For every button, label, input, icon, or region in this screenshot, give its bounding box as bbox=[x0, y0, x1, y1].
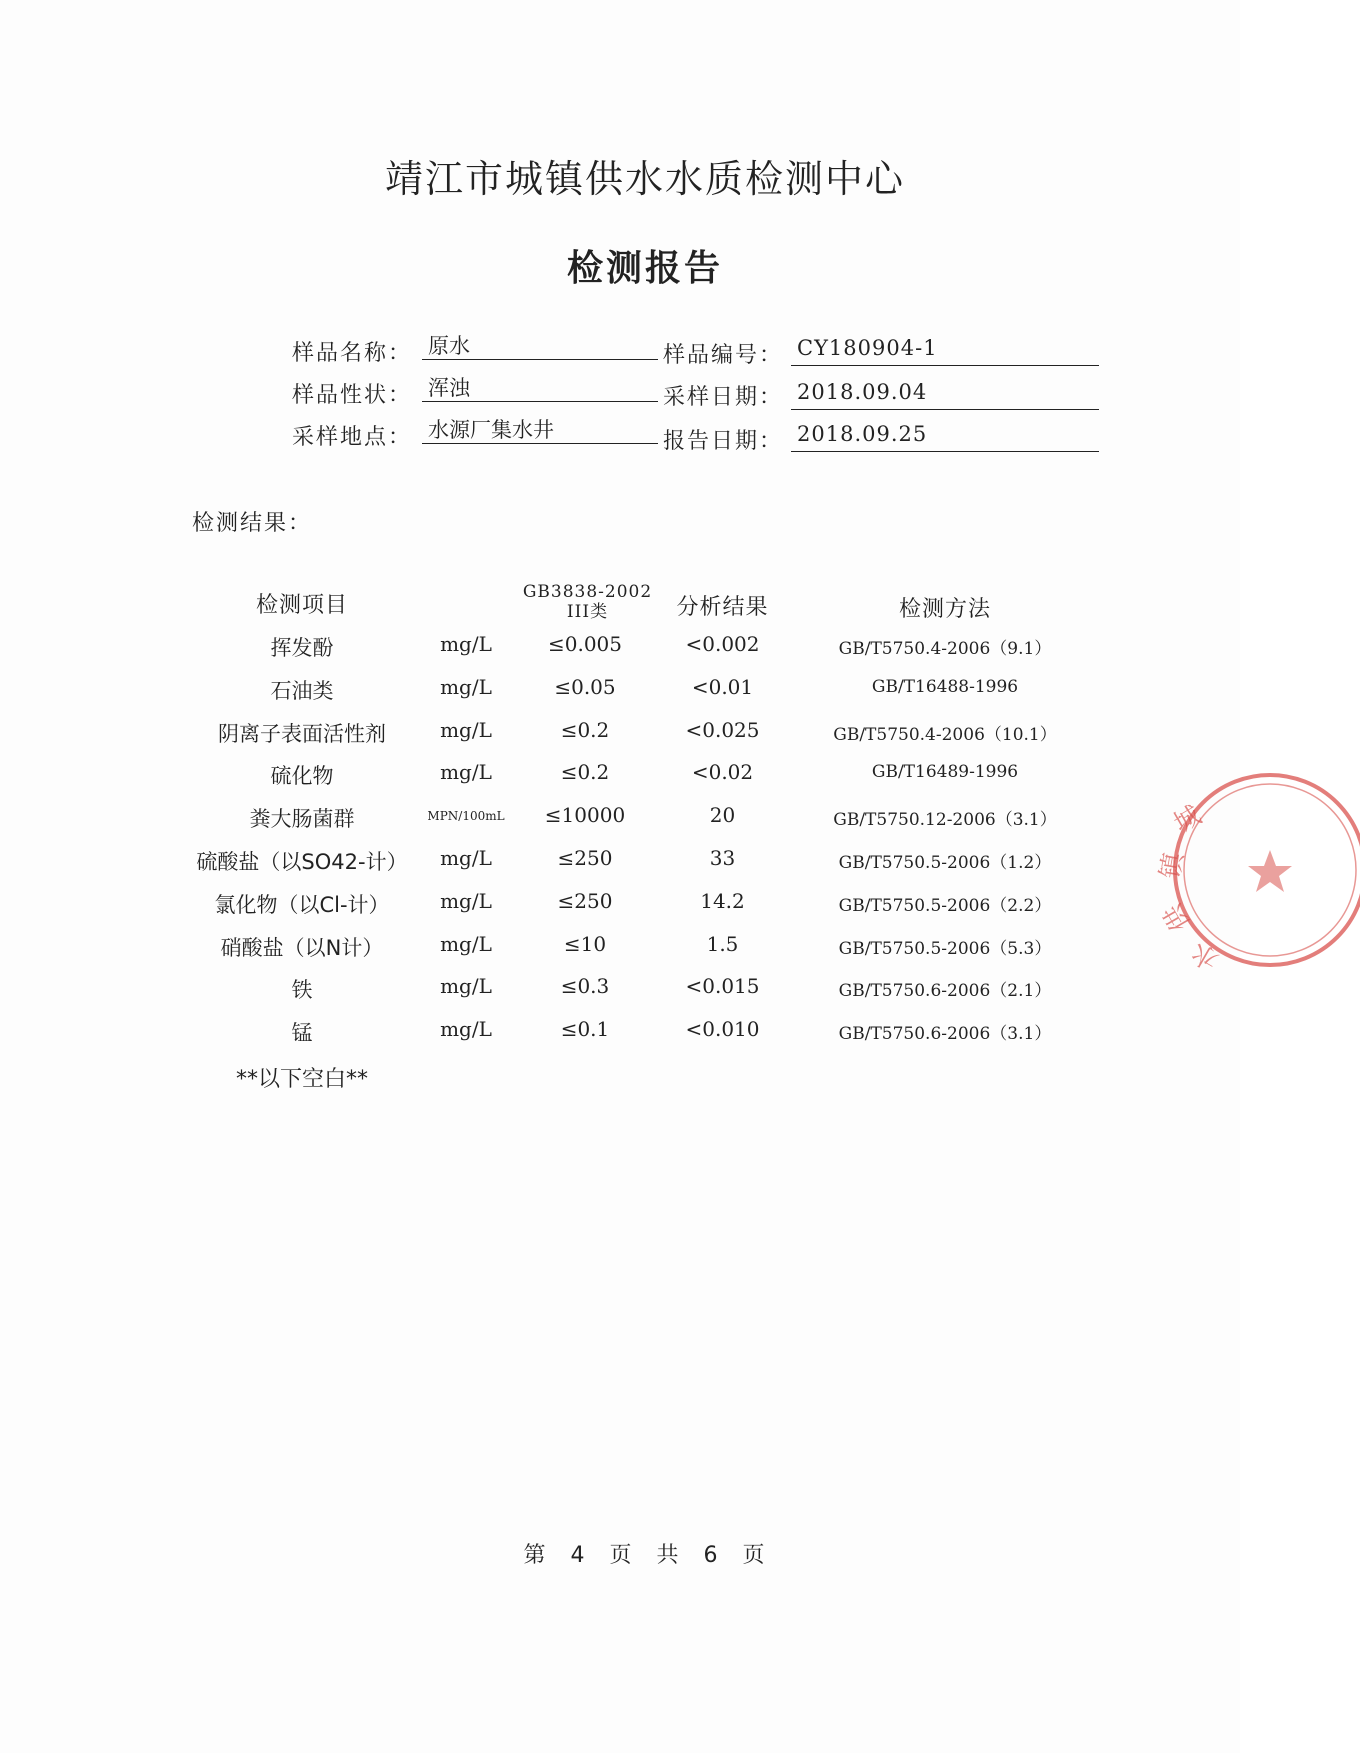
row-unit: mg/L bbox=[440, 974, 492, 999]
row-result: 20 bbox=[709, 803, 736, 828]
header-standard-line2: III类 bbox=[566, 602, 609, 622]
row-result: <0.02 bbox=[691, 760, 754, 785]
row-standard: ≤0.2 bbox=[560, 760, 610, 785]
official-seal-stamp bbox=[1155, 760, 1360, 980]
row-standard: ≤250 bbox=[557, 888, 613, 913]
report-date-value: 2018.09.25 bbox=[791, 422, 1099, 452]
row-item: 铁 bbox=[291, 978, 313, 1003]
table-row bbox=[0, 1017, 1240, 1059]
row-method: GB/T5750.5-2006（1.2） bbox=[838, 853, 1052, 873]
table-row bbox=[0, 675, 1240, 717]
table-row bbox=[0, 974, 1240, 1016]
sample-name-value: 原水 bbox=[422, 330, 658, 360]
row-method: GB/T5750.12-2006（3.1） bbox=[833, 810, 1057, 831]
row-item: 阴离子表面活性剂 bbox=[218, 721, 386, 746]
row-standard: ≤0.2 bbox=[560, 717, 610, 742]
row-method: GB/T16489-1996 bbox=[871, 762, 1019, 783]
row-standard: ≤10000 bbox=[544, 803, 626, 828]
header-item: 检测项目 bbox=[255, 593, 348, 618]
row-method: GB/T5750.4-2006（10.1） bbox=[833, 724, 1057, 745]
row-standard: ≤0.005 bbox=[547, 632, 622, 656]
row-item: 石油类 bbox=[270, 678, 334, 703]
row-item: 挥发酚 bbox=[270, 636, 334, 660]
row-method: GB/T16488-1996 bbox=[871, 676, 1019, 697]
row-item: 硫酸盐（以SO42-计） bbox=[196, 850, 408, 874]
organization-title: 靖江市城镇供水水质检测中心 bbox=[384, 157, 905, 201]
svg-text:供: 供 bbox=[1158, 898, 1198, 937]
row-unit: mg/L bbox=[440, 931, 492, 956]
svg-text:城: 城 bbox=[1168, 800, 1207, 840]
row-unit: mg/L bbox=[440, 846, 492, 870]
header-standard-line1: GB3838-2002 bbox=[522, 582, 653, 602]
header-standard bbox=[520, 582, 655, 622]
blank-below-note: **以下空白** bbox=[235, 1067, 368, 1092]
table-row bbox=[0, 889, 1240, 931]
row-item: 锰 bbox=[291, 1021, 313, 1046]
page-number: 第 4 页 共 6 页 bbox=[523, 1543, 767, 1568]
row-item: 氯化物（以Cl-计） bbox=[214, 892, 390, 917]
svg-text:水: 水 bbox=[1186, 935, 1225, 975]
row-item: 硫化物 bbox=[270, 764, 334, 789]
row-unit: mg/L bbox=[440, 1017, 492, 1042]
header-method: 检测方法 bbox=[898, 597, 991, 622]
table-row bbox=[0, 760, 1240, 802]
sample-state-value: 浑浊 bbox=[422, 372, 658, 402]
row-result: <0.002 bbox=[685, 632, 760, 656]
sample-no-label: 样品编号： bbox=[663, 343, 784, 368]
sampling-date-label: 采样日期： bbox=[663, 385, 784, 410]
report-title: 检测报告 bbox=[566, 248, 723, 289]
row-method: GB/T5750.6-2006（2.1） bbox=[838, 981, 1052, 1002]
sample-no-value: CY180904-1 bbox=[791, 336, 1099, 366]
row-unit: mg/L bbox=[440, 760, 492, 785]
row-unit: MPN/100mL bbox=[427, 809, 505, 824]
row-method: GB/T5750.6-2006（3.1） bbox=[838, 1024, 1052, 1045]
sample-name-label: 样品名称： bbox=[292, 341, 413, 366]
row-unit: mg/L bbox=[440, 888, 492, 913]
row-standard: ≤10 bbox=[563, 931, 607, 956]
row-item: 粪大肠菌群 bbox=[249, 807, 355, 832]
sampling-date-value: 2018.09.04 bbox=[791, 380, 1099, 410]
table-row bbox=[0, 932, 1240, 974]
table-row bbox=[0, 803, 1240, 845]
row-item: 硝酸盐（以N计） bbox=[220, 935, 384, 960]
sampling-site-label: 采样地点： bbox=[292, 425, 413, 450]
results-section-label: 检测结果： bbox=[192, 511, 313, 536]
sampling-site-value: 水源厂集水井 bbox=[422, 414, 658, 444]
table-row bbox=[0, 846, 1240, 888]
header-result: 分析结果 bbox=[676, 595, 769, 620]
row-method: GB/T5750.5-2006（5.3） bbox=[838, 938, 1052, 959]
row-method: GB/T5750.5-2006（2.2） bbox=[838, 895, 1052, 916]
svg-text:镇: 镇 bbox=[1155, 850, 1190, 882]
row-standard: ≤0.05 bbox=[554, 674, 616, 699]
row-unit: mg/L bbox=[440, 717, 492, 742]
row-result: <0.010 bbox=[685, 1017, 760, 1042]
sample-state-label: 样品性状： bbox=[292, 383, 413, 408]
row-result: <0.015 bbox=[685, 974, 760, 999]
table-row bbox=[0, 632, 1240, 674]
row-standard: ≤250 bbox=[557, 846, 613, 870]
row-method: GB/T5750.4-2006（9.1） bbox=[838, 639, 1052, 659]
row-result: 33 bbox=[709, 846, 736, 870]
table-row bbox=[0, 718, 1240, 760]
report-date-label: 报告日期： bbox=[663, 429, 784, 454]
row-standard: ≤0.1 bbox=[560, 1017, 610, 1042]
row-unit: mg/L bbox=[440, 674, 492, 699]
row-unit: mg/L bbox=[440, 632, 492, 656]
row-result: 1.5 bbox=[706, 931, 739, 956]
row-result: <0.01 bbox=[691, 674, 754, 699]
row-result: <0.025 bbox=[685, 717, 760, 742]
row-result: 14.2 bbox=[700, 888, 745, 913]
row-standard: ≤0.3 bbox=[560, 974, 610, 999]
